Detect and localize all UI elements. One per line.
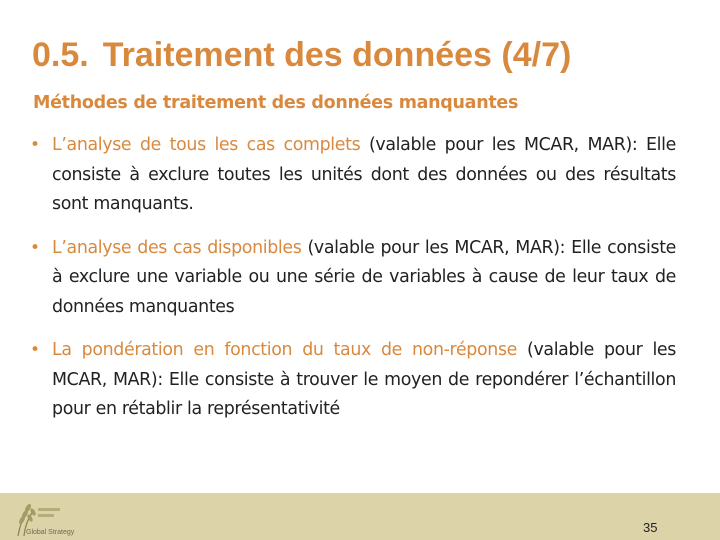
bullet-item: [30, 131, 676, 220]
page-number: 35: [643, 520, 658, 535]
bullet-highlight: L’analyse de tous les cas complets: [52, 135, 361, 155]
logo-text: Global Strategy: [26, 529, 75, 536]
bullet-dot-icon: •: [30, 340, 40, 360]
section-subtitle: Méthodes de traitement des données manquantes: [33, 93, 519, 113]
title-text: Traitement des données (4/7): [102, 36, 572, 74]
bullet-item: [30, 234, 676, 323]
page-title: [32, 36, 571, 75]
footer-bar: [0, 493, 720, 540]
title-number: 0.5.: [32, 36, 89, 74]
bullet-item: [30, 336, 676, 425]
bullet-dot-icon: •: [30, 135, 40, 155]
bullet-list: [30, 131, 676, 425]
bullet-text: (valable pour les MCAR, MAR): Elle consiste à exclure une variable ou une série de variables à cause de leur taux de données manquantes: [52, 237, 677, 317]
bullet-dot-icon: •: [30, 237, 40, 258]
bullet-text: (valable pour les MCAR, MAR): Elle consiste à trouver le moyen de repondérer l’échantillon pour en rétablir la représentativité: [52, 340, 676, 419]
bullet-highlight: La pondération en fonction du taux de non-réponse: [52, 340, 518, 360]
bullet-highlight: L’analyse des cas disponibles: [52, 237, 302, 258]
bullet-text: (valable pour les MCAR, MAR): Elle consiste à exclure toutes les unités dont des données ou des résultats sont manquants.: [52, 135, 676, 214]
